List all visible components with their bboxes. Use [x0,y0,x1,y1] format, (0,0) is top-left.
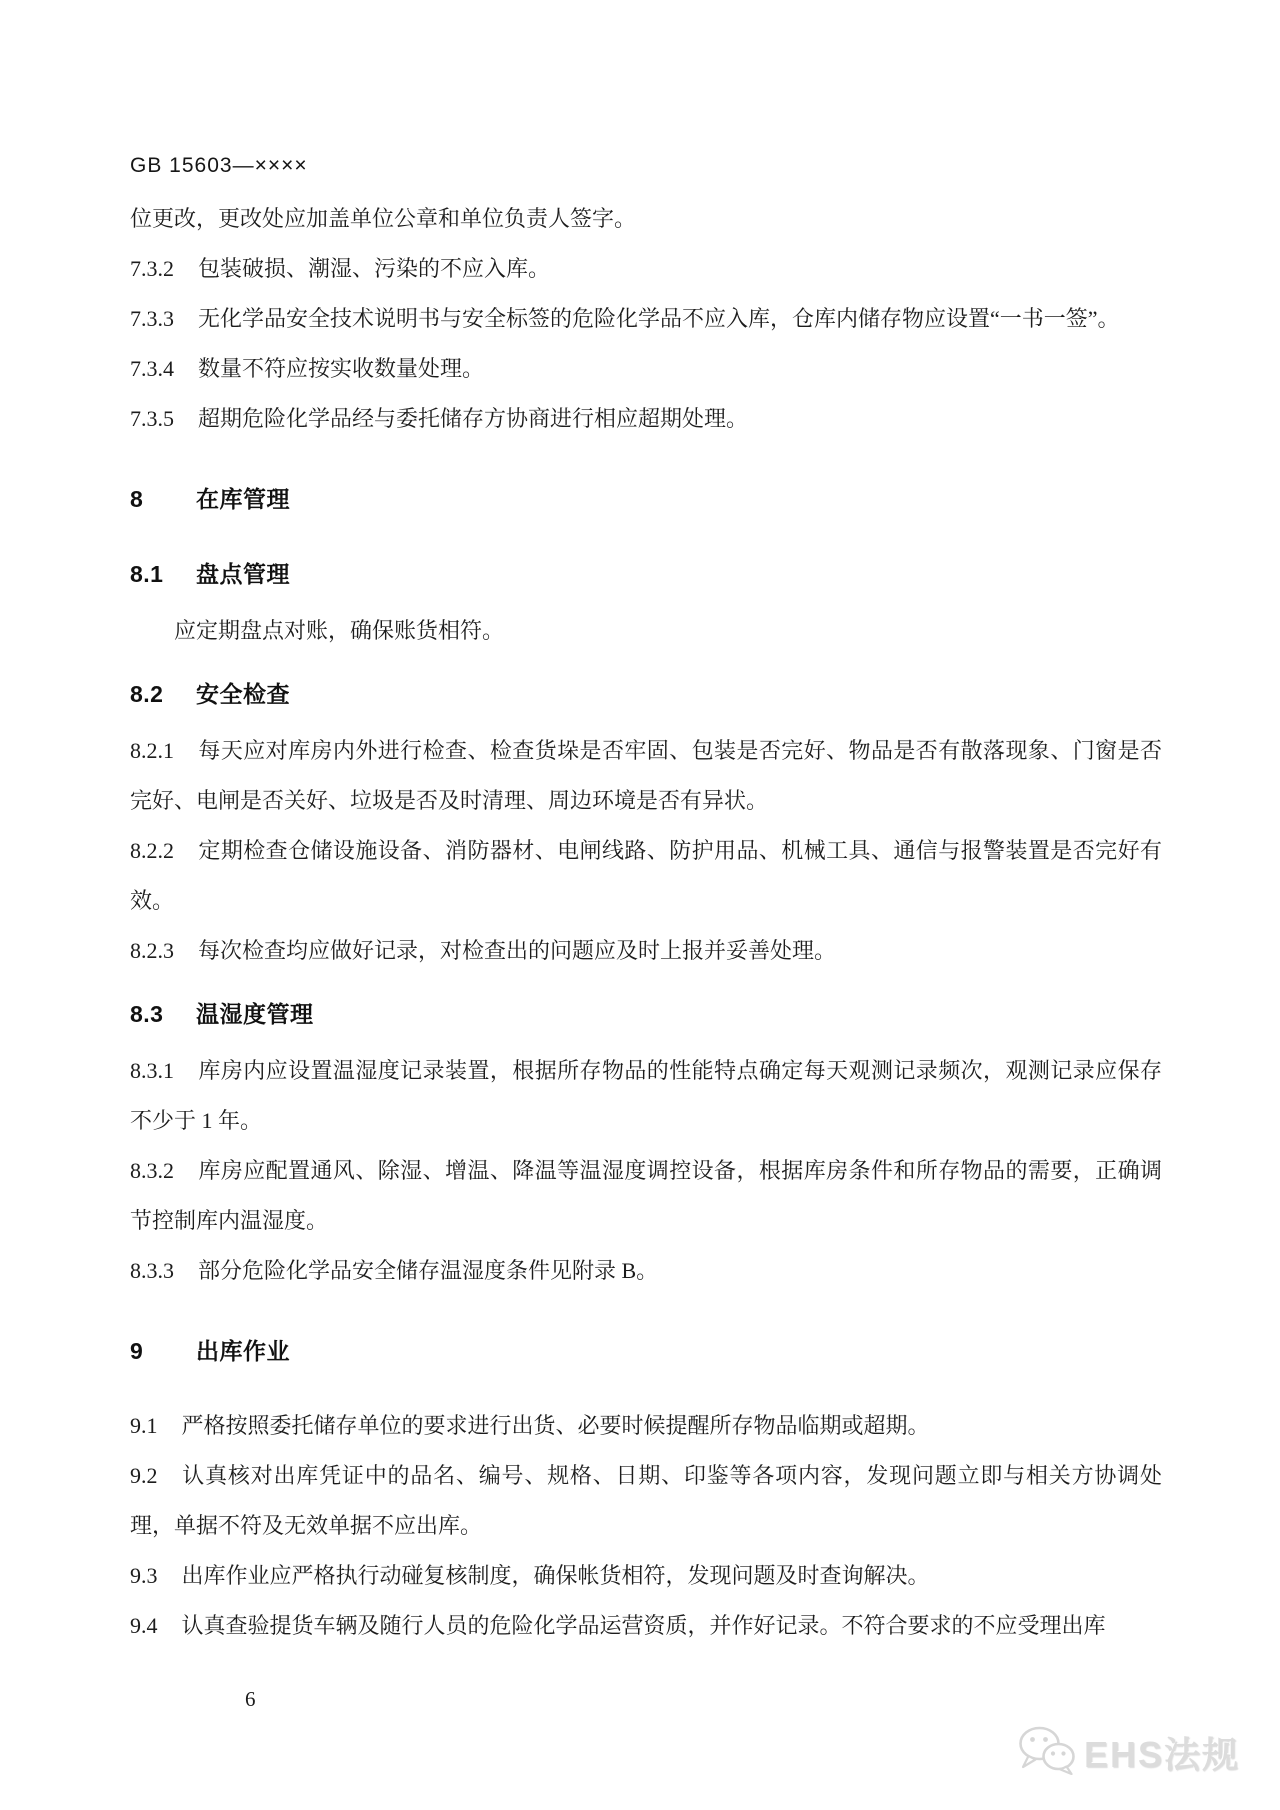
clause-text: 认真核对出库凭证中的品名、编号、规格、日期、印鉴等各项内容，发现问题立即与相关方协调处理，单据不符及无效单据不应出库。 [130,1463,1162,1538]
clause-text: 出库作业应严格执行动碰复核制度，确保帐货相符，发现问题及时查询解决。 [181,1563,930,1588]
clause-text: 应定期盘点对账，确保账货相符。 [174,618,505,643]
clause-7-3-2 [130,244,1162,294]
clause-text: 无化学品安全技术说明书与安全标签的危险化学品不应入库，仓库内储存物应设置“一书一签”。 [198,306,1120,331]
clause-text: 库房应配置通风、除湿、增温、降温等温湿度调控设备，根据库房条件和所存物品的需要，正确调节控制库内温湿度。 [130,1158,1162,1233]
clause-text: 数量不符应按实收数量处理。 [198,356,485,381]
clause-9-3 [130,1551,1162,1601]
section-number: 9 [130,1338,144,1364]
subsection-title: 盘点管理 [196,561,290,587]
clause-8-3-2 [130,1146,1162,1246]
clause-number: 8.3.2 [130,1158,174,1183]
clause-text: 部分危险化学品安全储存温湿度条件见附录 B。 [198,1258,659,1283]
subsection-heading-8-2 [130,669,1162,719]
standard-code-header: GB 15603—×××× [130,154,308,177]
clause-text: 每天应对库房内外进行检查、检查货垛是否牢固、包装是否完好、物品是否有散落现象、门窗是否完好、电闸是否关好、垃圾是否及时清理、周边环境是否有异状。 [130,738,1162,813]
watermark-label: EHS法规 [1083,1734,1240,1775]
section-heading-8 [130,474,1162,524]
clause-number: 8.2.1 [130,738,174,763]
clause-number: 9.4 [130,1613,158,1638]
clause-text: 超期危险化学品经与委托储存方协商进行相应超期处理。 [198,406,749,431]
section-heading-9 [130,1326,1162,1376]
subsection-number: 8.2 [130,681,164,707]
clause-text: 严格按照委托储存单位的要求进行出货、必要时候提醒所存物品临期或超期。 [181,1413,930,1438]
subsection-number: 8.3 [130,1001,164,1027]
clause-9-1 [130,1401,1162,1451]
clause-number: 7.3.4 [130,356,174,381]
clause-text: 认真查验提货车辆及随行人员的危险化学品运营资质，并作好记录。不符合要求的不应受理出库 [181,1613,1106,1638]
clause-number: 8.3.1 [130,1058,174,1083]
subsection-title: 安全检查 [196,681,290,707]
watermark [1016,1725,1240,1780]
clause-number: 8.2.2 [130,838,174,863]
subsection-number: 8.1 [130,561,164,587]
paragraph-8-1-body [130,606,1162,656]
clause-number: 7.3.5 [130,406,174,431]
clause-text: 位更改，更改处应加盖单位公章和单位负责人签字。 [130,206,637,231]
clause-9-2 [130,1451,1162,1551]
clause-text: 每次检查均应做好记录，对检查出的问题应及时上报并妥善处理。 [198,938,837,963]
clause-8-3-3 [130,1246,1162,1296]
clause-8-2-1 [130,726,1162,826]
clause-7-3-3 [130,294,1162,344]
clause-number: 7.3.3 [130,306,174,331]
subsection-heading-8-3 [130,989,1162,1039]
clause-number: 7.3.2 [130,256,174,281]
paragraph-continuation [130,194,1162,244]
section-number: 8 [130,486,144,512]
clause-8-2-2 [130,826,1162,926]
clause-8-2-3 [130,926,1162,976]
clause-number: 8.2.3 [130,938,174,963]
clause-text: 库房内应设置温湿度记录装置，根据所存物品的性能特点确定每天观测记录频次，观测记录应保存不少于 1 年。 [130,1058,1162,1133]
section-title: 在库管理 [196,486,290,512]
page-number: 6 [245,1687,256,1711]
clause-8-3-1 [130,1046,1162,1146]
wechat-icon [1016,1725,1076,1780]
clause-number: 8.3.3 [130,1258,174,1283]
clause-number: 9.1 [130,1413,158,1438]
subsection-heading-8-1 [130,549,1162,599]
clause-text: 包装破损、潮湿、污染的不应入库。 [198,256,551,281]
clause-7-3-5 [130,394,1162,444]
subsection-title: 温湿度管理 [196,1001,314,1027]
clause-number: 9.2 [130,1463,158,1488]
clause-7-3-4 [130,344,1162,394]
section-title: 出库作业 [196,1338,290,1364]
clause-text: 定期检查仓储设施设备、消防器材、电闸线路、防护用品、机械工具、通信与报警装置是否完好有效。 [130,838,1162,913]
clause-9-4 [130,1601,1162,1651]
clause-number: 9.3 [130,1563,158,1588]
